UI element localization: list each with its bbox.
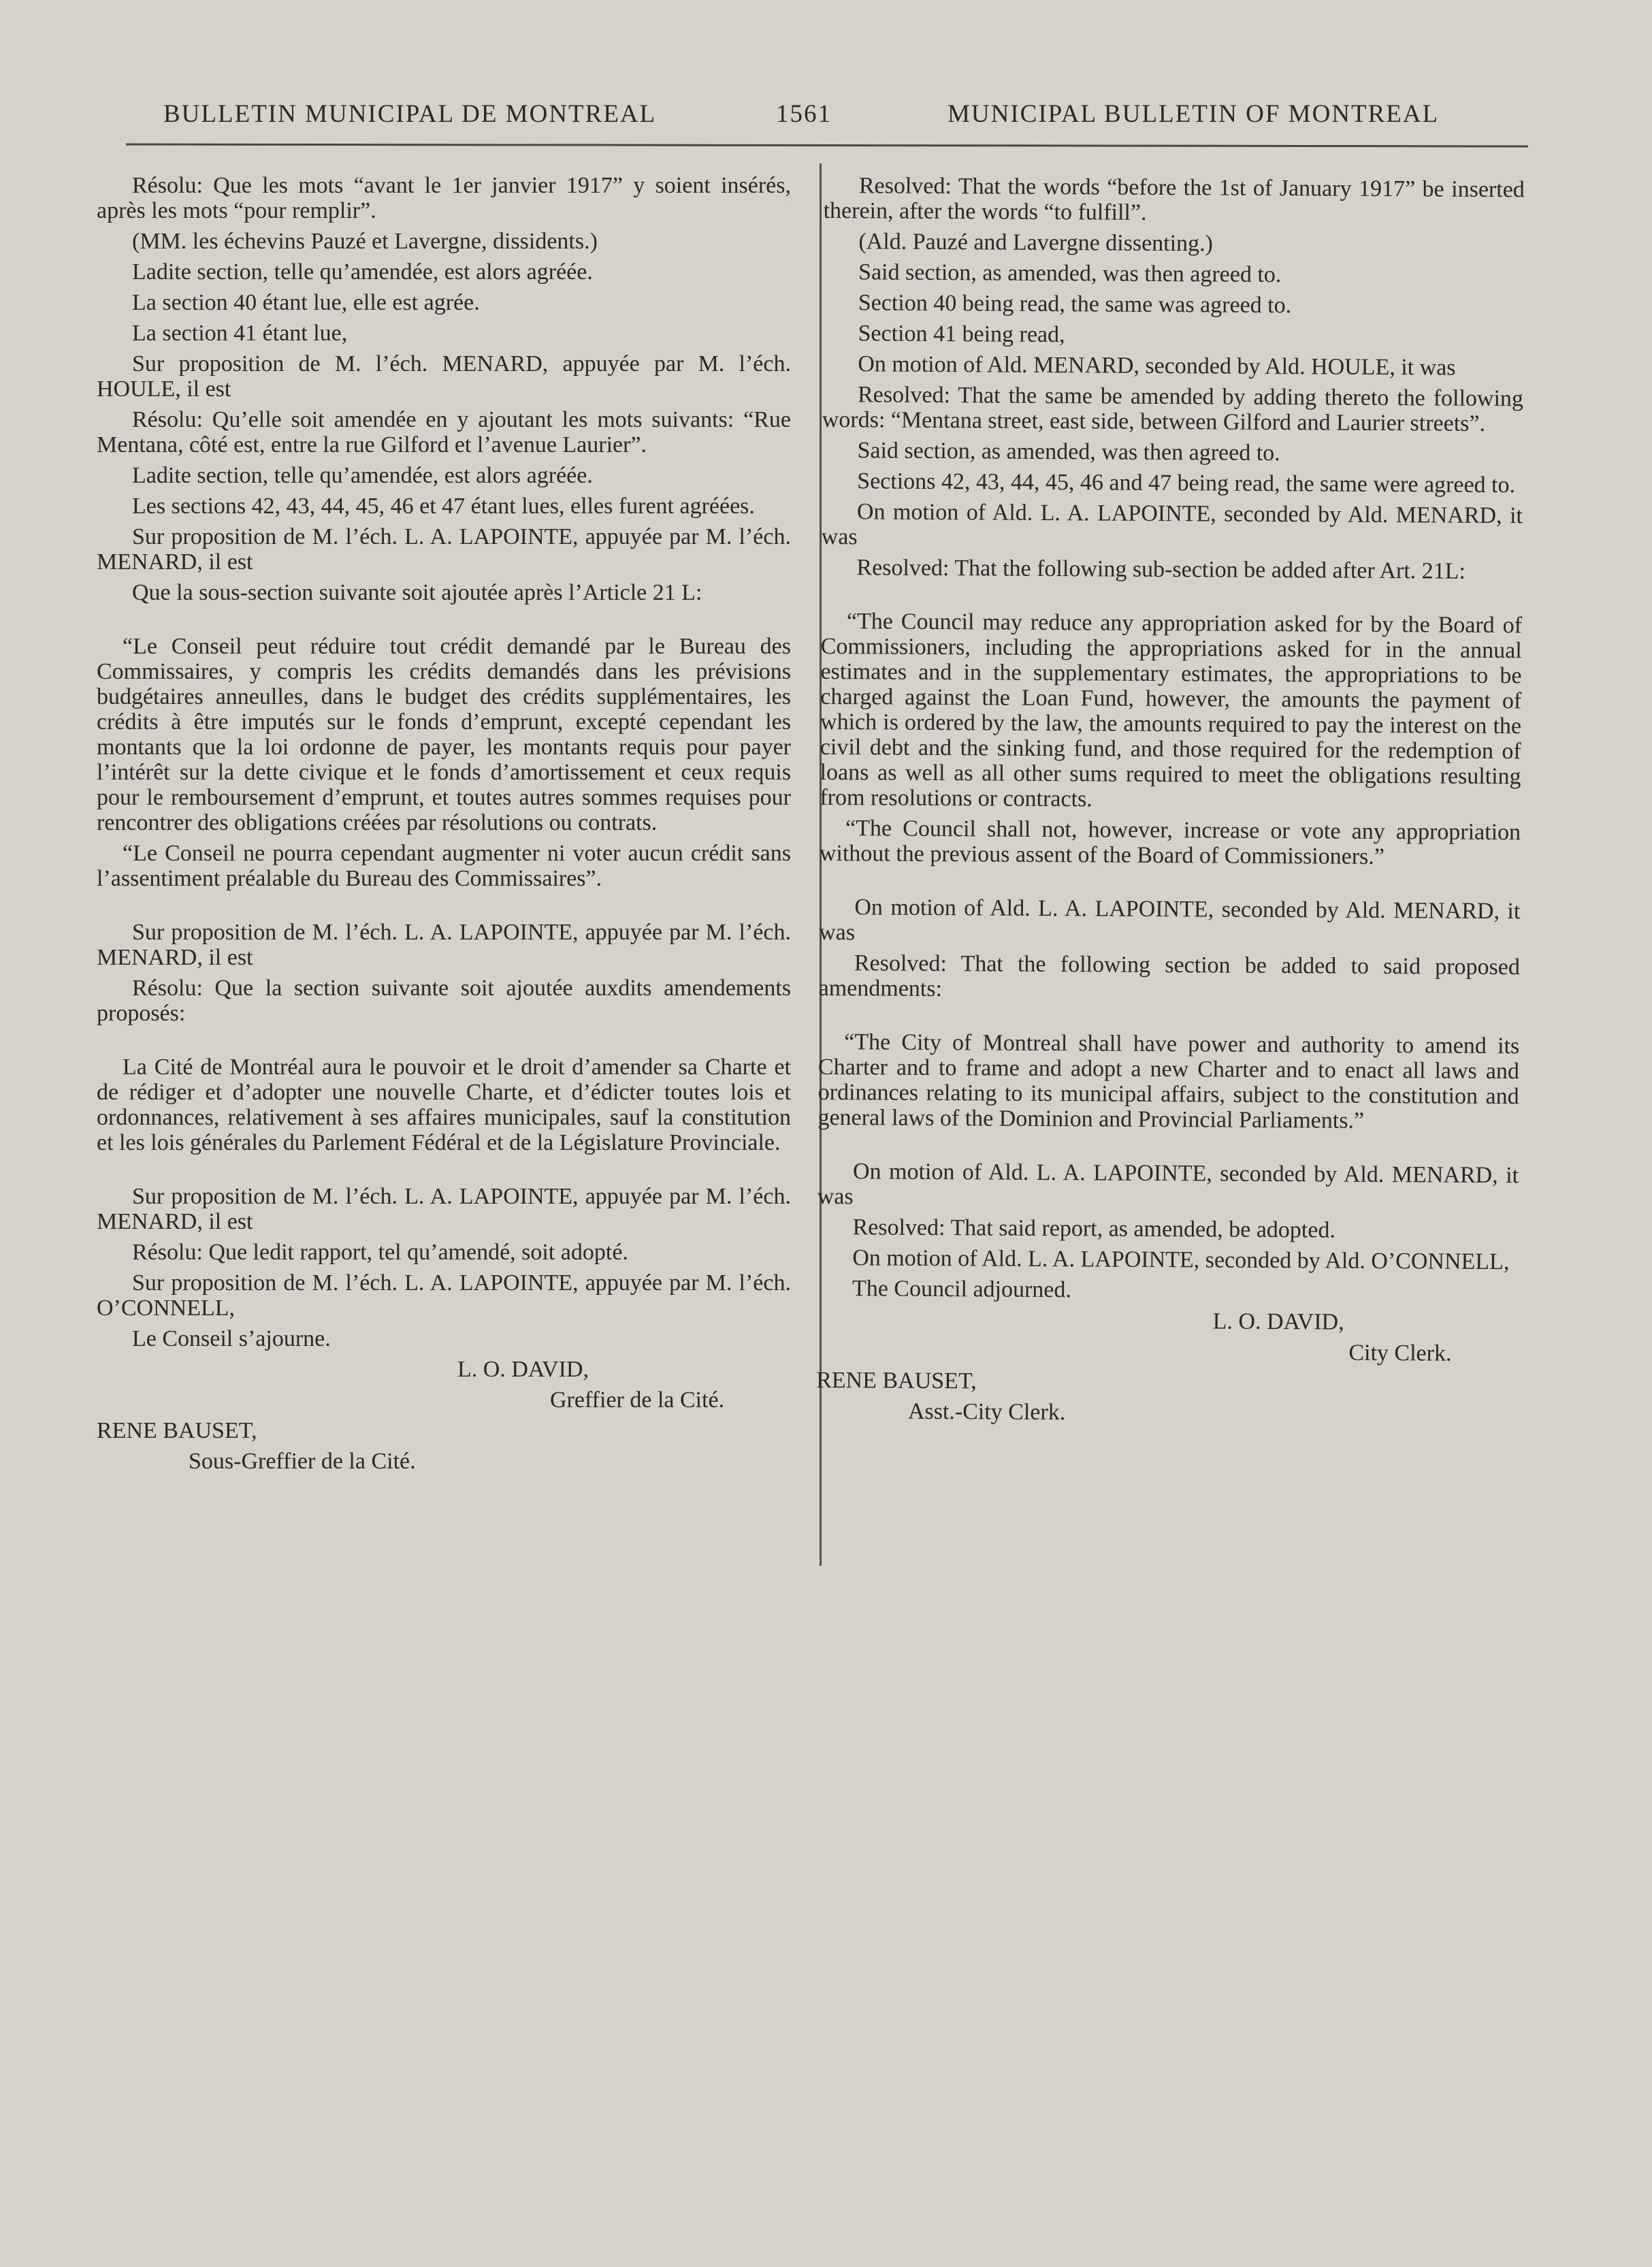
paragraph: Résolu: Qu’elle soit amendée en y ajoutant les mots suivants: “Rue Mentana, côté est, entre la rue Gilford et l’avenue Laurier”. — [97, 407, 791, 457]
quoted-subsection: “Le Conseil peut réduire tout crédit demandé par le Bureau des Commissaires, y compris les crédits demandés dans les prévisions budgétaires anneulles, dans le budget des crédits supplémentaires, les crédits à être imputés sur le fonds d’emprunt, excepté cependant les montants que la loi ordonne de payer, les montants requis pour payer l’intérêt sur la dette civique et le fonds d’amortissement et ceux requis pour le remboursement d’emprunt, et toutes autres sommes requises pour rencontrer des obligations créées par résolutions ou contrats. — [97, 634, 791, 835]
paragraph: La section 40 étant lue, elle est agrée. — [132, 290, 480, 315]
french-column — [97, 173, 791, 1479]
paragraph: Section 40 being read, the same was agreed to. — [858, 290, 1292, 319]
paragraph: Resolved: That the words “before the 1st of January 1917” be inserted therein, after the words “to fulfill”. — [823, 173, 1525, 225]
page-number: 1561 — [776, 100, 832, 128]
quoted-subsection: “The Council shall not, however, increase or vote any appropriation without the previous assent of the Board of Commissioners.” — [819, 816, 1521, 870]
paragraph: The Council adjourned. — [852, 1276, 1072, 1303]
paragraph: Said section, as amended, was then agreed to. — [858, 259, 1282, 288]
quoted-subsection: “Le Conseil ne pourra cependant augmenter ni voter aucun crédit sans l’assentiment préalable du Bureau des Commissaires”. — [97, 841, 791, 891]
paragraph: Sur proposition de M. l’éch. L. A. LAPOINTE, appuyée par M. l’éch. MENARD, il est — [97, 1184, 791, 1234]
assistant-clerk-title: Asst.-City Clerk. — [907, 1398, 1066, 1426]
paragraph: Sur proposition de M. l’éch. L. A. LAPOINTE, appuyée par M. l’éch. O’CONNELL, — [97, 1270, 791, 1321]
paragraph: Resolved: That the following section be added to said proposed amendments: — [818, 950, 1521, 1002]
paragraph: Résolu: Que la section suivante soit ajoutée auxdits amendements proposés: — [97, 976, 791, 1026]
paragraph: Résolu: Que ledit rapport, tel qu’amendé, soit adopté. — [132, 1240, 628, 1265]
header-rule — [126, 144, 1528, 148]
header-english-title: MUNICIPAL BULLETIN OF MONTREAL — [948, 100, 1440, 128]
clerk-title: Greffier de la Cité. — [550, 1387, 725, 1413]
paragraph: On motion of Ald. MENARD, seconded by Ald. HOULE, it was — [858, 351, 1456, 381]
paragraph: On motion of Ald. L. A. LAPOINTE, seconded by Ald. MENARD, it was — [819, 895, 1521, 946]
header-french-title: BULLETIN MUNICIPAL DE MONTREAL — [163, 100, 657, 128]
paragraph: (Ald. Pauzé and Lavergne dissenting.) — [858, 229, 1214, 257]
paragraph: Section 41 being read, — [858, 321, 1065, 348]
quoted-subsection: “The Council may reduce any appropriation asked for by the Board of Commissioners, including the appropriations asked for in the annual estimates and in the supplementary estimates, the appropriations to be charged against the Loan Fund, however, the amounts the payment of which is ordered by the law, the amounts required to pay the interest on the civil debt and the sinking fund, and those required for the redemption of loans as well as all other sums required to meet the obligations resulting from resolutions or contracts. — [820, 609, 1523, 812]
page-header — [0, 99, 1652, 133]
quoted-section: “The City of Montreal shall have power and authority to amend its Charter and to frame and adopt a new Charter and to enact all laws and ordinances relating to its municipal affairs, subject to the constitution and general laws of the Dominion and Provincial Parliaments.” — [817, 1029, 1520, 1134]
paragraph: La section 41 étant lue, — [132, 321, 348, 346]
clerk-title: City Clerk. — [1348, 1340, 1452, 1366]
paragraph: Que la sous-section suivante soit ajoutée après l’Article 21 L: — [132, 580, 702, 605]
paragraph: Sur proposition de M. l’éch. L. A. LAPOINTE, appuyée par M. l’éch. MENARD, il est — [97, 524, 791, 575]
clerk-name: L. O. DAVID, — [457, 1357, 589, 1382]
quoted-section: La Cité de Montréal aura le pouvoir et le droit d’amender sa Charte et de rédiger et d’adopter une nouvelle Charte, et d’édicter toutes lois et ordonnances, relativement à ses affaires municipales, sauf la constitution et les lois générales du Parlement Fédéral et de la Législature Provinciale. — [97, 1055, 791, 1155]
english-column — [816, 173, 1525, 1433]
paragraph: Ladite section, telle qu’amendée, est alors agréée. — [132, 259, 593, 285]
paragraph: Resolved: That said report, as amended, be adopted. — [852, 1215, 1336, 1243]
paragraph: Résolu: Que les mots “avant le 1er janvier 1917” y soient insérés, après les mots “pour remplir”. — [97, 173, 791, 223]
assistant-clerk-title: Sous-Greffier de la Cité. — [189, 1449, 416, 1474]
paragraph: On motion of Ald. L. A. LAPOINTE, seconded by Ald. O’CONNELL, — [852, 1245, 1510, 1275]
assistant-clerk-name: RENE BAUSET, — [97, 1418, 257, 1443]
paragraph: Le Conseil s’ajourne. — [132, 1326, 331, 1351]
paragraph: Sections 42, 43, 44, 45, 46 and 47 being read, the same were agreed to. — [857, 468, 1516, 498]
paragraph: Sur proposition de M. l’éch. MENARD, appuyée par M. l’éch. HOULE, il est — [97, 351, 791, 402]
assistant-clerk-name: RENE BAUSET, — [816, 1367, 977, 1394]
paragraph: Resolved: That the following sub-section be added after Art. 21L: — [856, 555, 1466, 584]
clerk-name: L. O. DAVID, — [1212, 1308, 1344, 1335]
paragraph: On motion of Ald. L. A. LAPOINTE, seconded by Ald. MENARD, it was — [821, 499, 1523, 550]
paragraph: Ladite section, telle qu’amendée, est alors agréée. — [132, 463, 593, 488]
paragraph: On motion of Ald. L. A. LAPOINTE, seconded by Ald. MENARD, it was — [817, 1159, 1519, 1210]
paragraph: Les sections 42, 43, 44, 45, 46 et 47 étant lues, elles furent agréées. — [132, 494, 755, 519]
paragraph: Said section, as amended, was then agreed to. — [857, 438, 1280, 466]
paragraph: Resolved: That the same be amended by adding thereto the following words: “Mentana street, east side, between Gilford and Laurier streets”. — [822, 382, 1524, 436]
paragraph: Sur proposition de M. l’éch. L. A. LAPOINTE, appuyée par M. l’éch. MENARD, il est — [97, 920, 791, 970]
paragraph: (MM. les échevins Pauzé et Lavergne, dissidents.) — [132, 229, 598, 254]
